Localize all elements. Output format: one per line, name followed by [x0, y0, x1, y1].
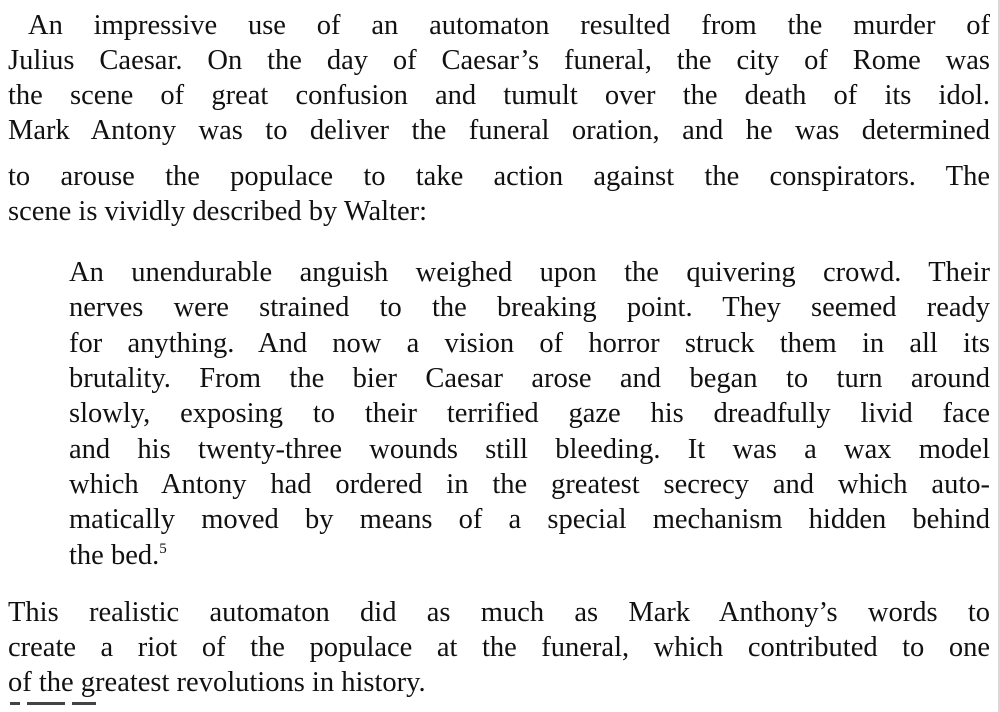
quote-line-1: An unendurable anguish weighed upon the quivering crowd. Their	[69, 257, 990, 288]
paragraph-2-line-2: create a riot of the populace at the funeral, which contributed to one	[8, 632, 990, 663]
paragraph-2-line-1: This realistic automaton did as much as Mark Anthony’s words to	[8, 597, 990, 628]
cropped-next-line-fragment	[10, 702, 130, 712]
paragraph-2-line-3: of the greatest revolutions in history.	[8, 667, 426, 698]
quote-line-5: slowly, exposing to their terrified gaze his dreadfully livid face	[69, 398, 990, 429]
quote-line-9-text: the bed.	[69, 540, 160, 571]
quote-line-7: which Antony had ordered in the greatest secrecy and which auto-	[69, 469, 990, 500]
paragraph-1-line-6: scene is vividly described by Walter:	[8, 196, 428, 227]
footnote-marker: 5	[159, 541, 167, 557]
quote-line-6: and his twenty-three wounds still bleeding. It was a wax model	[69, 434, 990, 465]
paragraph-1-line-1: An impressive use of an automaton resulted from the murder of	[28, 10, 990, 41]
quote-line-8: matically moved by means of a special mechanism hidden behind	[69, 504, 990, 535]
quote-line-9	[69, 539, 469, 573]
quote-line-3: for anything. And now a vision of horror struck them in all its	[69, 328, 990, 359]
paragraph-1-line-3: the scene of great confusion and tumult over the death of its idol.	[8, 80, 990, 111]
paragraph-1-line-2: Julius Caesar. On the day of Caesar’s funeral, the city of Rome was	[8, 45, 990, 76]
quote-line-4: brutality. From the bier Caesar arose and began to turn around	[69, 363, 990, 394]
quote-line-2: nerves were strained to the breaking point. They seemed ready	[69, 292, 990, 323]
paragraph-1-line-5: to arouse the populace to take action against the conspirators. The	[8, 161, 990, 192]
paragraph-1-line-4: Mark Antony was to deliver the funeral oration, and he was determined	[8, 115, 990, 146]
